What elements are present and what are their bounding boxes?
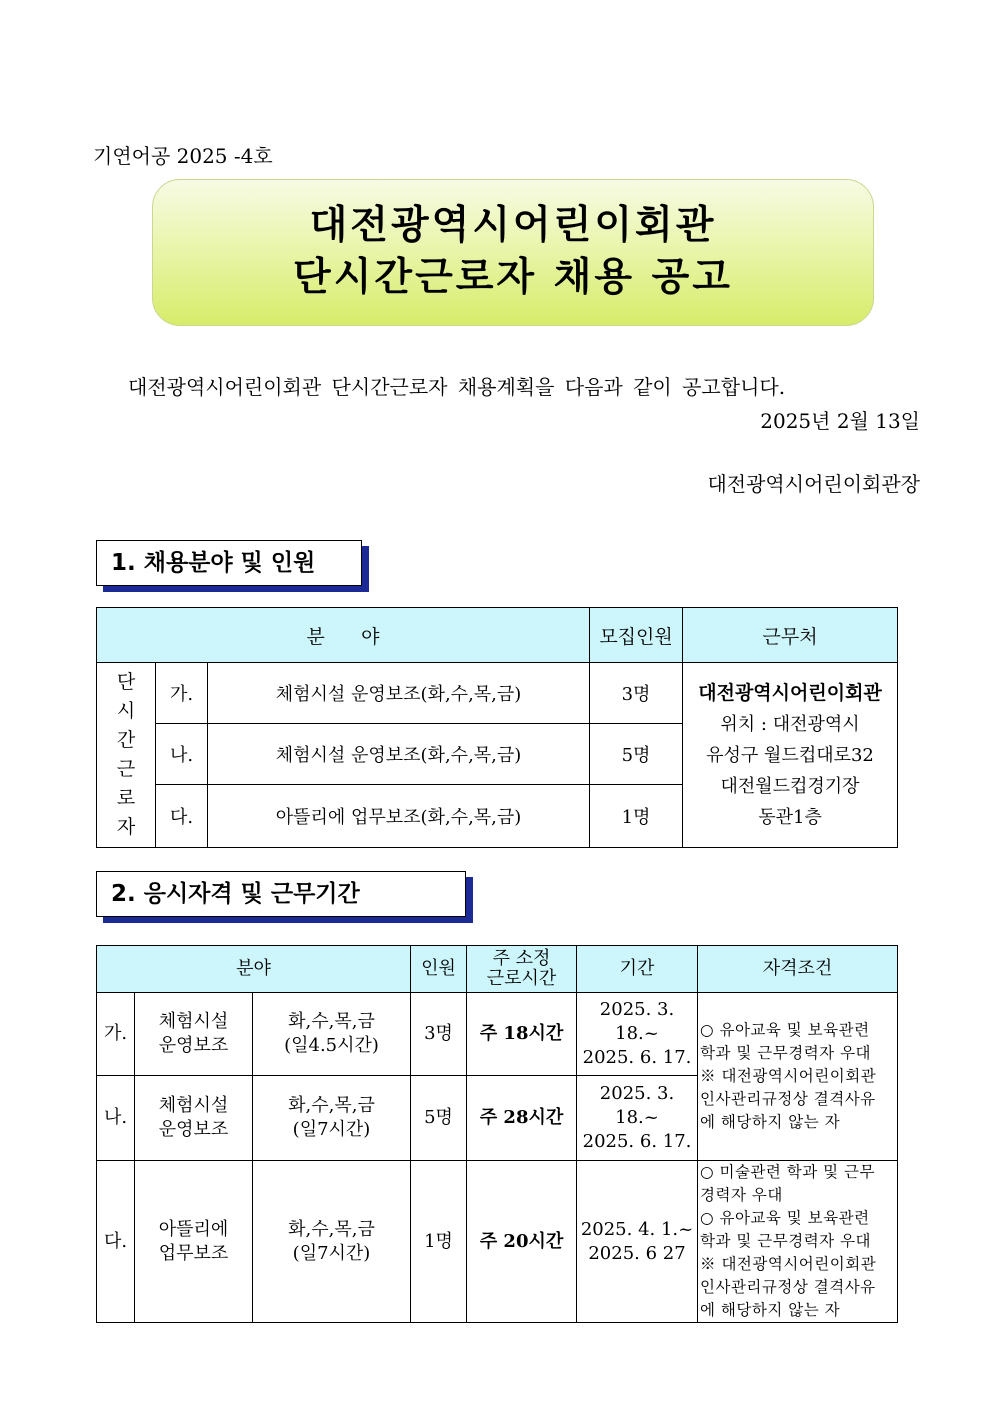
qualification-c: ○ 미술관련 학과 및 근무 경력자 우대 ○ 유아교육 및 보육관련 학과 및 근무경력자 우대 ※ 대전광역시어린이회관 인사관리규정상 결격사유 에 해당하지 않는 자 <box>698 1161 898 1323</box>
header-period: 기간 <box>577 946 698 993</box>
row-count: 5명 <box>411 1076 467 1161</box>
title-line-1: 대전광역시어린이회관 <box>309 203 717 248</box>
header-field: 분 야 <box>97 608 590 663</box>
table-header-row <box>97 608 898 663</box>
section2-heading: 2. 응시자격 및 근무기간 <box>96 871 466 917</box>
row-period: 2025. 4. 1.~ 2025. 6 27 <box>577 1161 698 1323</box>
row-period: 2025. 3. 18.~ 2025. 6. 17. <box>577 993 698 1076</box>
row-mark: 다. <box>156 785 208 848</box>
qualification-ab: ○ 유아교육 및 보육관련 학과 및 근무경력자 우대 ※ 대전광역시어린이회관 인사관리규정상 결격사유 에 해당하지 않는 자 <box>698 993 898 1161</box>
workplace-name: 대전광역시어린이회관 <box>698 681 882 704</box>
qualification-table <box>96 945 898 1323</box>
row-count: 3명 <box>590 663 683 724</box>
row-mark: 나. <box>97 1076 135 1161</box>
document-number: 기연어공 2025 -4호 <box>93 144 273 168</box>
title-banner <box>152 179 874 326</box>
row-days: 화,수,목,금 (일7시간) <box>253 1161 411 1323</box>
row-hours: 주 28시간 <box>467 1076 577 1161</box>
row-field: 체험시설 운영보조 <box>135 1076 253 1161</box>
table-row <box>97 663 898 724</box>
row-count: 1명 <box>411 1161 467 1323</box>
header-hours: 주 소정 근로시간 <box>467 946 577 993</box>
announcement-date: 2025년 2월 13일 <box>760 409 920 433</box>
row-mark: 다. <box>97 1161 135 1323</box>
row-mark: 가. <box>156 663 208 724</box>
title-line-2: 단시간근로자 채용 공고 <box>293 255 733 300</box>
table-row <box>97 993 898 1076</box>
table-row <box>97 1161 898 1323</box>
table-header-row <box>97 946 898 993</box>
row-mark: 나. <box>156 724 208 785</box>
header-field: 분야 <box>97 946 411 993</box>
intro-text: 대전광역시어린이회관 단시간근로자 채용계획을 다음과 같이 공고합니다. <box>128 375 786 399</box>
signer: 대전광역시어린이회관장 <box>707 472 920 496</box>
row-period: 2025. 3. 18.~ 2025. 6. 17. <box>577 1076 698 1161</box>
row-count: 1명 <box>590 785 683 848</box>
row-days: 화,수,목,금 (일4.5시간) <box>253 993 411 1076</box>
row-field: 아뜰리에 업무보조(화,수,목,금) <box>208 785 590 848</box>
row-field: 아뜰리에 업무보조 <box>135 1161 253 1323</box>
row-field: 체험시설 운영보조(화,수,목,금) <box>208 663 590 724</box>
recruitment-table <box>96 607 898 848</box>
header-count: 인원 <box>411 946 467 993</box>
row-hours: 주 18시간 <box>467 993 577 1076</box>
row-count: 3명 <box>411 993 467 1076</box>
header-qualification: 자격조건 <box>698 946 898 993</box>
group-label: 단 시 간 근 로 자 <box>97 663 156 848</box>
header-recruit: 모집인원 <box>590 608 683 663</box>
row-days: 화,수,목,금 (일7시간) <box>253 1076 411 1161</box>
row-field: 체험시설 운영보조 <box>135 993 253 1076</box>
row-count: 5명 <box>590 724 683 785</box>
header-workplace: 근무처 <box>683 608 898 663</box>
row-field: 체험시설 운영보조(화,수,목,금) <box>208 724 590 785</box>
workplace-cell: 대전광역시어린이회관 위치 : 대전광역시 유성구 월드컵대로32 대전월드컵경기장 동관1층 <box>683 663 898 848</box>
row-hours: 주 20시간 <box>467 1161 577 1323</box>
section1-heading: 1. 채용분야 및 인원 <box>96 540 362 586</box>
row-mark: 가. <box>97 993 135 1076</box>
